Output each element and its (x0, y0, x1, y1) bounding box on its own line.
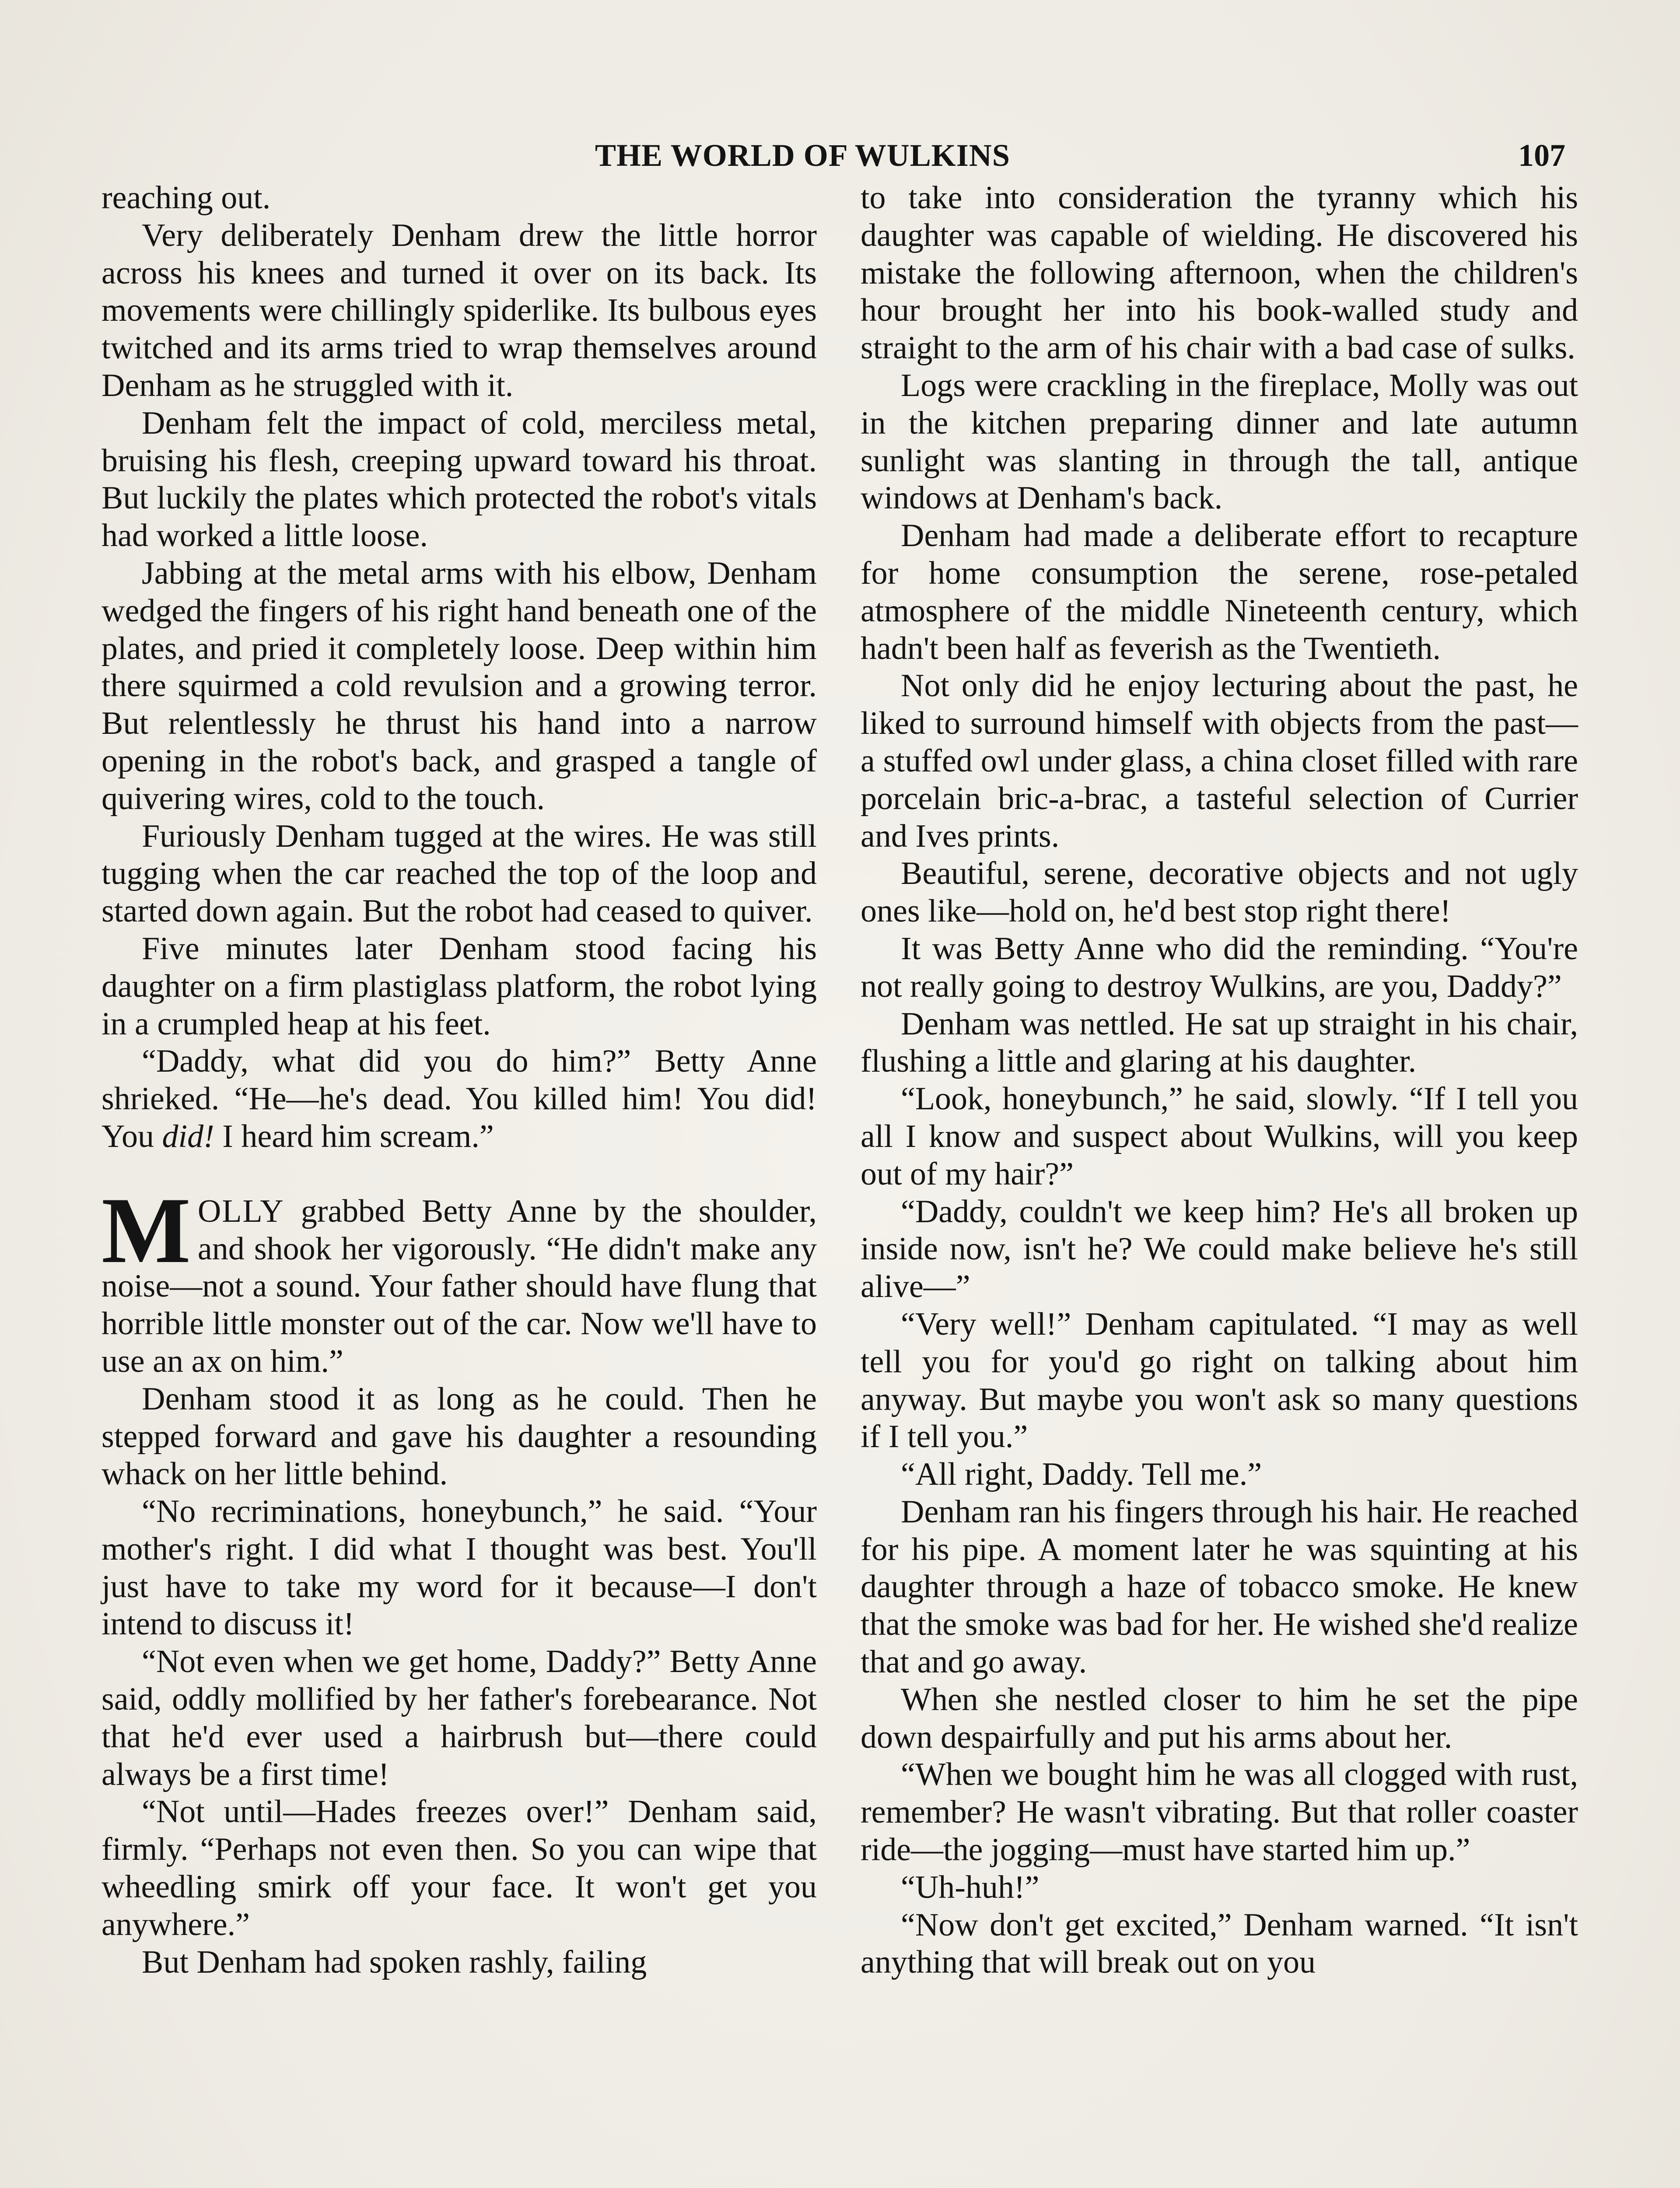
paragraph: to take into consideration the tyranny which his daughter was capable of wielding. He discovered his mistake the following afternoon, when the children's hour brought her into his book-walled study and straight to the arm of his chair with a bad case of sulks. (861, 180, 1578, 366)
small-caps-lead: OLLY (197, 1193, 284, 1229)
paragraph: reaching out. (102, 180, 271, 216)
dialogue-text: “Daddy, what did you do him?” Betty Anne shrieked. “He—he's dead. You killed him! You did! You (102, 1043, 817, 1154)
right-column (861, 179, 1578, 1981)
paragraph: Very deliberately Denham drew the little horror across his knees and turned it over on its back. Its movements were chillingly spiderlike. Its bulbous eyes twitched and its arms tried to wrap themselves around Denham as he struggled with it. (102, 217, 817, 403)
paragraph: When she nestled closer to him he set the pipe down despairfully and put his arms about her. (861, 1681, 1578, 1755)
dropcap-paragraph (102, 1178, 817, 1381)
running-title: THE WORLD OF WULKINS (595, 138, 1010, 173)
paragraph: Denham had made a deliberate effort to recapture for home consumption the serene, rose-petaled atmosphere of the middle Nineteenth century, which hadn't been half as feverish as the Twentieth. (861, 518, 1578, 666)
page-number: 107 (1518, 138, 1565, 173)
left-column (102, 179, 817, 1981)
paragraph: Five minutes later Denham stood facing his daughter on a firm plastiglass platform, the robot lying in a crumpled heap at his feet. (102, 930, 817, 1042)
paragraph: Jabbing at the metal arms with his elbow, Denham wedged the fingers of his right hand beneath one of the plates, and pried it completely loose. Deep within him there squirmed a cold revulsion and a growing terror. But relentlessly he thrust his hand into a narrow opening in the robot's back, and grasped a tangle of quivering wires, cold to the touch. (102, 555, 817, 817)
running-head (0, 131, 1680, 179)
paragraph (102, 1043, 817, 1155)
dialogue-text: I heard him scream.” (214, 1118, 494, 1154)
paragraph: “Now don't get excited,” Denham warned. “It isn't anything that will break out on you (861, 1907, 1578, 1981)
paragraph: It was Betty Anne who did the reminding. “You're not really going to destroy Wulkins, are you, Daddy?” (861, 930, 1578, 1004)
paragraph: Denham stood it as long as he could. Then he stepped forward and gave his daughter a resounding whack on her little behind. (102, 1381, 817, 1492)
paragraph: Denham felt the impact of cold, merciless metal, bruising his flesh, creeping upward toward his throat. But luckily the plates which protected the robot's vitals had worked a little loose. (102, 405, 817, 554)
paragraph: Denham was nettled. He sat up straight in his chair, flushing a little and glaring at his daughter. (861, 1006, 1578, 1080)
paragraph: “All right, Daddy. Tell me.” (901, 1456, 1262, 1493)
paragraph: “Look, honeybunch,” he said, slowly. “If I tell you all I know and suspect about Wulkins, will you keep out of my hair?” (861, 1081, 1578, 1192)
emphasis-text: did! (162, 1118, 214, 1154)
paragraph: Furiously Denham tugged at the wires. He was still tugging when the car reached the top of the loop and started down again. But the robot had ceased to quiver. (102, 818, 817, 929)
paragraph: “Not even when we get home, Daddy?” Betty Anne said, oddly mollified by her father's forebearance. Not that he'd ever used a hairbrush but—there could always be a first time! (102, 1644, 817, 1792)
paragraph: “Uh-huh!” (901, 1869, 1040, 1905)
paragraph: “Daddy, couldn't we keep him? He's all broken up inside now, isn't he? We could make believe he's still alive—” (861, 1193, 1578, 1305)
paragraph: “Very well!” Denham capitulated. “I may as well tell you for you'd go right on talking about him anyway. But maybe you won't ask so many questions if I tell you.” (861, 1306, 1578, 1455)
paragraph-text: grabbed Betty Anne by the shoulder, and shook her vigorously. “He didn't make any noise—not a sound. Your father should have flung that horrible little monster out of the car. Now we'll have to use an ax on him.” (102, 1193, 817, 1379)
paragraph: “Not until—Hades freezes over!” Denham said, firmly. “Perhaps not even then. So you can wipe that wheedling smirk off your face. It won't get you anywhere.” (102, 1794, 817, 1943)
paragraph: Logs were crackling in the fireplace, Molly was out in the kitchen preparing dinner and late autumn sunlight was slanting in through the tall, antique windows at Denham's back. (861, 367, 1578, 516)
paragraph: But Denham had spoken rashly, failing (142, 1944, 647, 1980)
paragraph: “When we bought him he was all clogged with rust, remember? He wasn't vibrating. But that roller coaster ride—the jogging—must have started him up.” (861, 1757, 1578, 1868)
paragraph: Beautiful, serene, decorative objects and not ugly ones like—hold on, he'd best stop right there! (861, 856, 1578, 929)
drop-cap: M (102, 1178, 191, 1283)
paragraph: “No recriminations, honeybunch,” he said. “Your mother's right. I did what I thought was best. You'll just have to take my word for it because—I don't intend to discuss it! (102, 1494, 817, 1642)
paragraph: Not only did he enjoy lecturing about the past, he liked to surround himself with objects from the past—a stuffed owl under glass, a china closet filled with rare porcelain bric-a-brac, a tasteful selection of Currier and Ives prints. (861, 668, 1578, 854)
section-break (102, 1156, 817, 1193)
paragraph: Denham ran his fingers through his hair. He reached for his pipe. A moment later he was squinting at his daughter through a haze of tobacco smoke. He knew that the smoke was bad for her. He wished she'd realize that and go away. (861, 1494, 1578, 1680)
